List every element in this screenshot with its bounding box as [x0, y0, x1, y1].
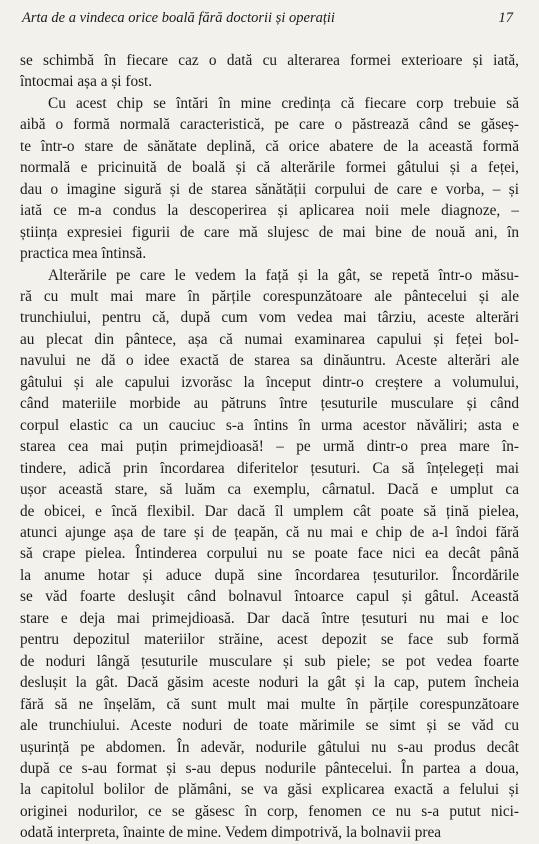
- text-line: fără să ne înșelăm, că sunt mult mai multe în părțile corespunzătoare: [20, 695, 519, 713]
- paragraph: [20, 93, 519, 265]
- text-line: normală e pricinuită de boală și că alterările formei gâtului și a feței,: [20, 159, 519, 177]
- text-line: dau o imagine sigură și de starea sănătății corpului de care e vorba, – și: [20, 180, 519, 198]
- text-line: stare e deja mai primejdioasă. Dar dacă între țesuturi nu mai e loc: [20, 609, 519, 627]
- text-line: originei nodurilor, ce se găsesc în corp, fenomen ce nu s-a putut nici-: [20, 802, 519, 820]
- running-head: [20, 8, 519, 34]
- text-line: se văd foarte desluşit când bolnavul întoarce capul și gâtul. Această: [20, 588, 519, 606]
- paragraph: [20, 50, 519, 93]
- text-line: de obicei, e încă flexibil. Dar dacă îl umplem cât poate să țină pielea,: [20, 502, 519, 520]
- text-line: deslușit la gât. Dacă găsim aceste noduri la gât și la cap, putem încheia: [20, 674, 519, 692]
- text-line: Cu acest chip se întări în mine credința că fiecare corp trebuie să: [48, 94, 519, 112]
- body-text: [20, 50, 519, 844]
- running-title: Arta de a vindeca orice boală fără doctorii și operații: [22, 10, 335, 26]
- text-line: starea cea mai puțin primejdioasă! – pe urmă dintr-o prea mare în-: [20, 438, 519, 456]
- text-line: ră cu mult mai mare în părțile corespunzătoare ale pântecelui și ale: [20, 287, 519, 305]
- text-line: de noduri lângă țesuturile musculare și sub piele; se pot vedea foarte: [20, 652, 519, 670]
- text-line: ale trunchiului. Aceste noduri de toate mărimile se simt și se văd cu: [20, 717, 519, 735]
- text-line: pentru depozitul materiilor străine, acest depozit se face sub formă: [20, 631, 519, 649]
- text-line: la anume hotar și aduce după sine încordarea țesuturilor. Încordările: [20, 566, 519, 584]
- text-line: se schimbă în fiecare caz o dată cu alterarea formei exterioare și iată,: [20, 52, 519, 69]
- text-line: te într-o stare de sănătate deplină, că orice abatere de la această formă: [20, 137, 519, 155]
- text-line: trunchiului, pentru că, după cum vom vedea mai târziu, aceste alterări: [20, 309, 519, 327]
- text-line: să crape pielea. Întinderea corpului nu se poate face nici ea decât până: [20, 545, 519, 563]
- text-line: știința expresiei figurii de care mă slujesc de mai bine de nouă ani, în: [20, 223, 519, 241]
- text-line: după ce s-au format și s-au depus nodurile pântecelui. În partea a doua,: [20, 759, 519, 777]
- text-line: atunci ajunge așa de tare și de țeapăn, că nu mai e chip de a-l îndoi fără: [20, 523, 519, 541]
- text-line: întocmai așa a și fost.: [20, 73, 153, 91]
- text-line: ușurință pe abdomen. În adevăr, nodurile gâtului nu s-au produs decât: [20, 738, 519, 756]
- text-line: corpul elastic ca un cauciuc s-a întins în urma acestor năvăliri; asta e: [20, 416, 519, 434]
- text-line: la capitolul bolilor de plămâni, se va găsi explicarea exactă a felului și: [20, 781, 519, 799]
- text-line: Alterările pe care le vedem la față și la gât, se repetă într-o măsu-: [48, 266, 519, 284]
- text-line: au plecat din pântece, așa că numai examinarea capului și feței bol-: [20, 330, 519, 348]
- text-line: când materiile morbide au pătruns între țesuturile musculare și când: [20, 395, 519, 413]
- text-line: tindere, adică prin încordarea diferitelor țesuturi. Ca să înțelegeți mai: [20, 459, 519, 477]
- text-line: practica mea întinsă.: [20, 245, 147, 263]
- text-line: iată ce m-a condus la descoperirea și aplicarea noii mele diagnoze, –: [20, 202, 519, 220]
- text-line: ușor această stare, să luăm ca exemplu, cârnatul. Dacă e umplut ca: [20, 481, 519, 499]
- text-line: aibă o formă normală caracteristică, pe care o păstrează când se găseș-: [20, 116, 519, 134]
- text-line: odată interpreta, înainte de mine. Vedem dimpotrivă, la bolnavii prea: [20, 824, 442, 842]
- text-line: gâtului și ale capului izvorăsc la început dintr-o creștere a volumului,: [20, 373, 519, 391]
- page-number: 17: [498, 10, 513, 26]
- text-line: navului ne dă o idee exactă de starea sa dinăuntru. Aceste alterări ale: [20, 352, 519, 370]
- paragraph: [20, 265, 519, 844]
